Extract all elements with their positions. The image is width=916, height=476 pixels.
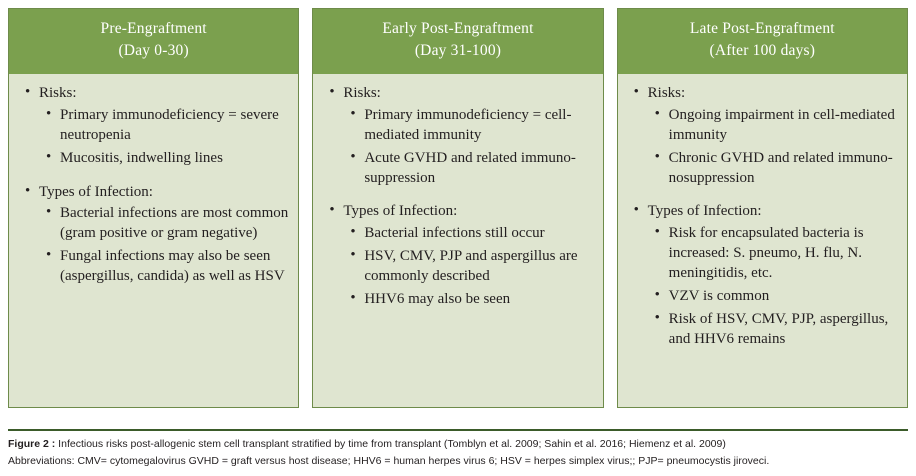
group-types-of-infection — [632, 202, 897, 349]
group-heading: • Types of Infection: — [327, 202, 592, 222]
group-items — [327, 224, 592, 310]
list-item: • Ongoing impairment in cell-mediated immunity — [654, 106, 897, 146]
figure-abbreviations: Abbreviations: CMV= cytomegalovirus GVHD = graft versus host disease; HHV6 = human herpes virus 6; HSV = herpes simplex virus;; PJP= pneumocystis jiroveci. — [8, 455, 770, 468]
figure-caption-text: Infectious risks post-allogenic stem cell transplant stratified by time from transplant (Tomblyn et al. 2009; Sahin et al. 2016; Hiemenz et al. 2009) — [55, 437, 726, 450]
list-item: • Bacterial infections still occur — [349, 224, 592, 244]
column-title: Late Post-Engraftment — [689, 20, 835, 37]
caption-block — [8, 429, 908, 471]
list-item: • Fungal infections may also be seen (aspergillus, candida) as well as HSV — [45, 247, 288, 287]
column-body-early-post-engraftment — [313, 74, 602, 407]
list-item: • HSV, CMV, PJP and aspergillus are commonly described — [349, 247, 592, 287]
column-header-early-post-engraftment — [313, 9, 602, 74]
column-title: Early Post-Engraftment — [382, 20, 534, 37]
list-item: • VZV is common — [654, 287, 897, 307]
figure-caption — [8, 437, 908, 471]
list-item: • Bacterial infections are most common (gram positive or gram negative) — [45, 204, 288, 244]
group-list — [632, 84, 897, 350]
list-item: • Risk for encapsulated bacteria is increased: S. pneumo, H. flu, N. meningitidis, etc. — [654, 224, 897, 284]
group-items — [327, 106, 592, 189]
group-list — [23, 84, 288, 287]
column-header-pre-engraftment — [9, 9, 298, 74]
group-risks — [327, 84, 592, 189]
group-types-of-infection — [23, 183, 288, 288]
group-list — [327, 84, 592, 310]
list-item: • Risk of HSV, CMV, PJP, aspergillus, and HHV6 remains — [654, 310, 897, 350]
group-risks — [23, 84, 288, 169]
group-heading: • Types of Infection: — [632, 202, 897, 222]
group-types-of-infection — [327, 202, 592, 310]
group-items — [632, 106, 897, 189]
column-pre-engraftment — [8, 8, 299, 408]
column-body-late-post-engraftment — [618, 74, 907, 407]
columns-row — [8, 8, 908, 408]
list-item: • Primary immunodeficiency = cell-mediated immunity — [349, 106, 592, 146]
column-body-pre-engraftment — [9, 74, 298, 407]
list-item: • Primary immunodeficiency = severe neutropenia — [45, 106, 288, 146]
group-heading: • Types of Infection: — [23, 183, 288, 203]
column-early-post-engraftment — [312, 8, 603, 408]
group-heading: • Risks: — [23, 84, 288, 104]
list-item: • Chronic GVHD and related immuno-nosuppression — [654, 149, 897, 189]
group-heading: • Risks: — [632, 84, 897, 104]
caption-divider — [8, 429, 908, 431]
column-subtitle: (Day 0-30) — [118, 42, 189, 60]
column-header-late-post-engraftment — [618, 9, 907, 74]
column-title: Pre-Engraftment — [100, 20, 207, 37]
column-late-post-engraftment — [617, 8, 908, 408]
list-item: • HHV6 may also be seen — [349, 290, 592, 310]
column-subtitle: (After 100 days) — [709, 42, 816, 60]
group-items — [23, 106, 288, 169]
list-item: • Mucositis, indwelling lines — [45, 149, 288, 169]
list-item: • Acute GVHD and related immuno-suppression — [349, 149, 592, 189]
group-heading: • Risks: — [327, 84, 592, 104]
group-items — [632, 224, 897, 350]
group-items — [23, 204, 288, 287]
group-risks — [632, 84, 897, 189]
figure-label: Figure 2 : — [8, 437, 56, 450]
column-subtitle: (Day 31-100) — [414, 42, 502, 60]
